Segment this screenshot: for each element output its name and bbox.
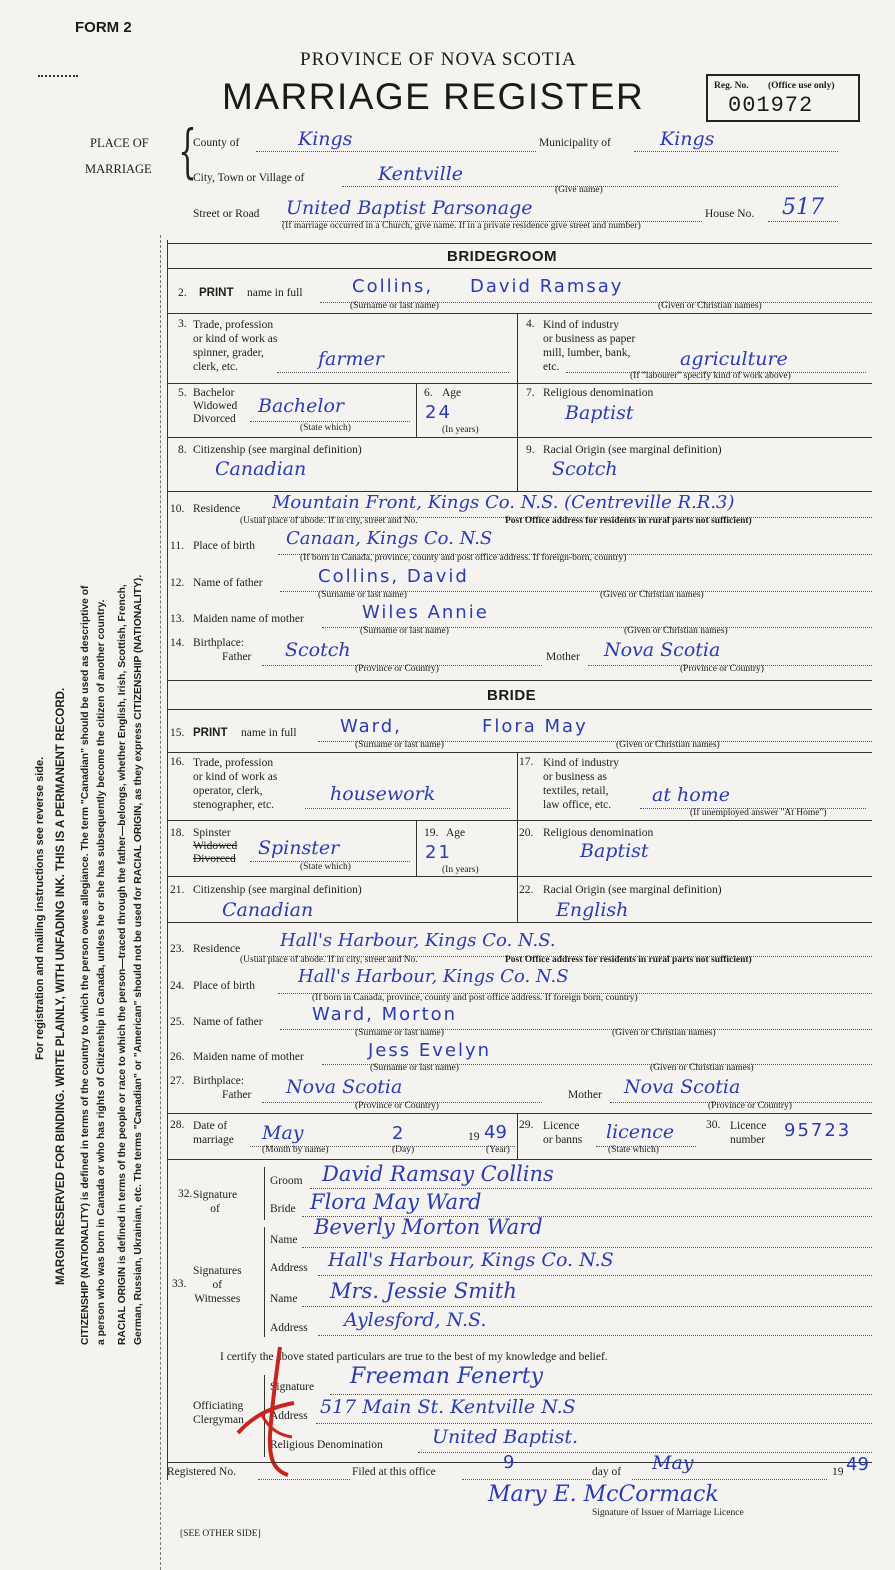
- f11-num: 11.: [170, 540, 184, 552]
- f16-label: [193, 756, 277, 812]
- w2-name-label: Name: [270, 1293, 298, 1305]
- rule: [167, 820, 872, 821]
- place-label-top: PLACE OF: [90, 136, 149, 150]
- groom-surname-note: (Surname or last name): [350, 301, 439, 311]
- groom-signature: David Ramsay Collins: [322, 1162, 554, 1186]
- f3-num: 3.: [178, 318, 187, 330]
- bride-trade: housework: [330, 783, 436, 805]
- clergy-signature: Freeman Fenerty: [350, 1364, 544, 1389]
- form-number: FORM 2: [75, 19, 132, 36]
- bride-surname: Ward,: [340, 716, 402, 737]
- margin-citizenship-def: CITIZENSHIP (NATIONALITY) is defined in terms of the country to which the person owes allegiance. The term "Canadian" should be used as descriptive of: [80, 585, 91, 1345]
- filed-day: 9: [503, 1452, 517, 1473]
- marriage-year: 49: [484, 1122, 507, 1143]
- f24-num: 24.: [170, 980, 185, 992]
- f14-prov-note-mother: (Province or Country): [680, 664, 764, 674]
- bride-mother: Jess Evelyn: [368, 1040, 492, 1061]
- f21-num: 21.: [170, 884, 185, 896]
- f32-num: 32.: [178, 1188, 193, 1200]
- f10-note-b: Post Office address for residents in rural parts not sufficient): [505, 516, 752, 526]
- f7-label: Religious denomination: [543, 387, 654, 399]
- f8-label: Citizenship (see marginal definition): [193, 444, 362, 456]
- county-label: County of: [193, 137, 240, 149]
- f28-label: [193, 1119, 234, 1147]
- f30-label-line: number: [730, 1134, 766, 1146]
- rule: [167, 268, 872, 269]
- see-other-side: [SEE OTHER SIDE]: [180, 1529, 261, 1539]
- f3-label-line: spinner, grader,: [193, 347, 264, 359]
- groom-mother-birthplace: Nova Scotia: [604, 639, 721, 661]
- f9-label: Racial Origin (see marginal definition): [543, 444, 722, 456]
- margin-racial-def-2: German, Russian, Ukrainian, etc. The terms "Canadian" or "American" should not be used for RACIAL ORIGIN, as they express CITIZENSHIP (NATIONALITY).: [133, 574, 144, 1345]
- bride-sig-label: Bride: [270, 1203, 296, 1215]
- f18-label: [193, 827, 237, 866]
- w2-address-label: Address: [270, 1322, 308, 1334]
- f17-label-line: Kind of industry: [543, 757, 620, 769]
- rule: [302, 1306, 872, 1307]
- city-note: (Give name): [555, 185, 603, 195]
- f27-prov-note-father: (Province or Country): [355, 1101, 439, 1111]
- f2-print: PRINT: [199, 287, 234, 299]
- f4-label-line: mill, lumber, bank,: [543, 347, 631, 359]
- f20-num: 20.: [519, 827, 534, 839]
- licence-number: 95723: [784, 1120, 852, 1141]
- f33-num: 33.: [172, 1278, 187, 1290]
- f13-given-note: (Given or Christian names): [624, 626, 728, 636]
- f11-label: Place of birth: [193, 540, 255, 552]
- rule: [462, 1479, 592, 1480]
- street-label: Street or Road: [193, 208, 260, 220]
- margin-instructions: For registration and mailing instructions see reverse side.: [34, 756, 46, 1060]
- bride-citizenship: Canadian: [222, 899, 314, 921]
- clergy-address-label: Address: [270, 1410, 308, 1422]
- rule: [517, 876, 518, 922]
- rule: [167, 922, 872, 923]
- clergy-label-line: Clergyman: [193, 1414, 244, 1426]
- rule: [167, 1113, 872, 1114]
- marriage-year-prefix: 19: [468, 1131, 480, 1143]
- f12-surname-note: (Surname or last name): [318, 590, 407, 600]
- f3-label-line: clerk, etc.: [193, 361, 239, 373]
- f26-given-note: (Given or Christian names): [650, 1063, 754, 1073]
- clergy-label-line: Officiating: [193, 1400, 244, 1412]
- municipality-value: Kings: [660, 128, 715, 150]
- margin-racial-def: RACIAL ORIGIN is defined in terms of the people or race to which the person—traced through the father—belongs, whether English, Irish, Scottish, French,: [117, 584, 128, 1345]
- f29-num: 29.: [519, 1119, 534, 1131]
- rule: [416, 383, 417, 437]
- f6-note: (In years): [442, 425, 479, 435]
- f26-label: Maiden name of mother: [193, 1051, 304, 1063]
- witness1-name: Beverly Morton Ward: [314, 1215, 543, 1239]
- f19-label: Age: [446, 827, 466, 839]
- marriage-day: 2: [392, 1123, 406, 1144]
- f27-num: 27.: [170, 1075, 185, 1087]
- rule: [167, 709, 872, 710]
- f16-num: 16.: [170, 756, 185, 768]
- street-value: United Baptist Parsonage: [286, 197, 533, 219]
- f14-prov-note-father: (Province or Country): [355, 664, 439, 674]
- rule: [167, 383, 872, 384]
- f16-label-line: or kind of work as: [193, 771, 278, 783]
- f19-num: 19.: [424, 827, 439, 839]
- f5-label-line: Widowed: [193, 400, 238, 412]
- reg-office-note: (Office use only): [768, 81, 835, 91]
- f27-mother-label: Mother: [568, 1089, 602, 1101]
- groom-trade: farmer: [318, 348, 384, 370]
- f13-surname-note: (Surname or last name): [360, 626, 449, 636]
- clergy-address: 517 Main St. Kentville N.S: [320, 1396, 576, 1418]
- rule: [264, 1167, 265, 1220]
- bride-status: Spinster: [258, 837, 340, 859]
- rule: [330, 1394, 872, 1395]
- f32-label-line: Signature: [193, 1189, 238, 1201]
- bride-signature: Flora May Ward: [310, 1190, 482, 1214]
- rule: [305, 808, 510, 809]
- rule: [517, 752, 518, 820]
- f24-label: Place of birth: [193, 980, 255, 992]
- f7-num: 7.: [526, 387, 535, 399]
- clergy-denomination-label: Religious Denomination: [270, 1439, 383, 1451]
- groom-father-birthplace: Scotch: [285, 639, 351, 661]
- rule: [318, 1275, 872, 1276]
- f5-note: (State which): [300, 423, 351, 433]
- f5-label: [193, 387, 237, 426]
- groom-birthplace: Canaan, Kings Co. N.S: [286, 528, 493, 549]
- county-value: Kings: [298, 128, 353, 150]
- rule: [318, 1335, 872, 1336]
- bride-heading: BRIDE: [487, 687, 537, 704]
- bride-age: 21: [425, 842, 452, 863]
- rule: [517, 383, 518, 437]
- licence-note: (State which): [608, 1145, 659, 1155]
- f4-label-line: etc.: [543, 361, 560, 373]
- f33-label-line: Signatures: [193, 1265, 242, 1277]
- f30-label: [730, 1119, 766, 1147]
- f3-label-line: Trade, profession: [193, 319, 274, 331]
- bride-mother-birthplace: Nova Scotia: [624, 1076, 741, 1098]
- f9-num: 9.: [526, 444, 535, 456]
- f12-label: Name of father: [193, 577, 263, 589]
- f32-label-line: of: [210, 1203, 220, 1215]
- f12-num: 12.: [170, 577, 185, 589]
- reg-no-label: Reg. No.: [714, 81, 749, 91]
- rule: [517, 437, 518, 491]
- f26-surname-note: (Surname or last name): [370, 1063, 459, 1073]
- rule: [167, 876, 872, 877]
- place-label-bottom: MARRIAGE: [85, 162, 152, 176]
- rule: [258, 1479, 350, 1480]
- f14-label: Birthplace:: [193, 637, 245, 649]
- f16-label-line: Trade, profession: [193, 757, 274, 769]
- groom-father: Collins, David: [318, 566, 469, 587]
- w1-name-label: Name: [270, 1234, 298, 1246]
- f15-num: 15.: [170, 727, 185, 739]
- rule: [517, 1113, 518, 1159]
- f4-label-line: or business as paper: [543, 333, 636, 345]
- binding-line: [160, 235, 161, 1570]
- f4-num: 4.: [526, 318, 535, 330]
- f25-given-note: (Given or Christian names): [612, 1028, 716, 1038]
- filed-month: May: [652, 1452, 694, 1474]
- margin-citizenship-def-2: a person who was born in Canada or who has rights of Citizenship in Canada, unless he or she has subsequently become the citizen of another country.: [96, 599, 107, 1345]
- f25-label: Name of father: [193, 1016, 263, 1028]
- bride-given-note: (Given or Christian names): [616, 740, 720, 750]
- f26-num: 26.: [170, 1051, 185, 1063]
- bride-birthplace: Hall's Harbour, Kings Co. N.S: [298, 966, 569, 987]
- f27-father-label: Father: [222, 1089, 252, 1101]
- f20-label: Religious denomination: [543, 827, 654, 839]
- f14-father-label: Father: [222, 651, 252, 663]
- groom-sig-label: Groom: [270, 1175, 303, 1187]
- f16-label-line: stenographer, etc.: [193, 799, 274, 811]
- day-of-label: day of: [592, 1466, 622, 1478]
- filed-year-prefix: 19: [832, 1466, 844, 1478]
- f14-mother-label: Mother: [546, 651, 580, 663]
- city-value: Kentville: [378, 163, 464, 185]
- f29-label: [543, 1119, 582, 1147]
- f30-num: 30.: [706, 1119, 721, 1131]
- f17-num: 17.: [519, 756, 534, 768]
- f21-label: Citizenship (see marginal definition): [193, 884, 362, 896]
- house-value: 517: [782, 195, 824, 220]
- f22-num: 22.: [519, 884, 534, 896]
- rule: [167, 313, 872, 314]
- margin-binding-note: MARGIN RESERVED FOR BINDING. WRITE PLAINLY, WITH UNFADING INK. THIS IS A PERMANENT RECORD.: [55, 687, 67, 1285]
- f33-label-line: Witnesses: [194, 1293, 241, 1305]
- f28-label-line: marriage: [193, 1134, 234, 1146]
- month-note: (Month by name): [262, 1145, 329, 1155]
- f22-label: Racial Origin (see marginal definition): [543, 884, 722, 896]
- groom-mother: Wiles Annie: [362, 602, 489, 623]
- groom-status: Bachelor: [258, 395, 345, 417]
- f25-surname-note: (Surname or last name): [355, 1028, 444, 1038]
- street-note: (If marriage occurred in a Church, give name. If in a private residence give street and number): [282, 221, 641, 231]
- f23-note-a: (Usual place of abode. If in city, street and No.: [240, 955, 418, 965]
- house-label: House No.: [705, 208, 755, 220]
- groom-citizenship: Canadian: [215, 458, 307, 480]
- rule: [517, 313, 518, 383]
- f23-num: 23.: [170, 943, 185, 955]
- registered-no-label: Registered No.: [167, 1466, 236, 1478]
- f23-label: Residence: [193, 943, 241, 955]
- f2-label: name in full: [247, 287, 303, 299]
- f27-prov-note-mother: (Province or Country): [708, 1101, 792, 1111]
- groom-racial-origin: Scotch: [552, 458, 618, 480]
- issuer-signature: Mary E. McCormack: [488, 1482, 719, 1507]
- witness2-address: Aylesford, N.S.: [344, 1309, 487, 1331]
- f32-label: [193, 1188, 237, 1216]
- f10-num: 10.: [170, 503, 185, 515]
- filed-label: Filed at this office: [352, 1466, 436, 1478]
- f2-num: 2.: [178, 287, 187, 299]
- groom-given-note: (Given or Christian names): [658, 301, 762, 311]
- rule: [416, 820, 417, 876]
- rule: [632, 1479, 827, 1480]
- f13-label: Maiden name of mother: [193, 613, 304, 625]
- witness2-name: Mrs. Jessie Smith: [330, 1279, 517, 1303]
- f15-print: PRINT: [193, 727, 228, 739]
- f13-num: 13.: [170, 613, 185, 625]
- issuer-note: Signature of Issuer of Marriage Licence: [592, 1508, 744, 1518]
- reg-number: 001972: [728, 93, 814, 118]
- f10-note-a: (Usual place of abode. If in city, street and No.: [240, 516, 418, 526]
- f10-label: Residence: [193, 503, 241, 515]
- f4-label-line: Kind of industry: [543, 319, 620, 331]
- municipality-label: Municipality of: [539, 137, 611, 149]
- page-title: MARRIAGE REGISTER: [222, 76, 645, 117]
- rule: [277, 372, 509, 373]
- f12-given-note: (Given or Christian names): [600, 590, 704, 600]
- f24-note: (If born in Canada, province, county and post office address. If foreign born, country): [312, 993, 638, 1003]
- witness1-address: Hall's Harbour, Kings Co. N.S: [328, 1249, 614, 1271]
- f18-label-line: Divorced: [193, 853, 236, 865]
- rule: [316, 1423, 872, 1424]
- clergy-signature-label: Signature: [270, 1381, 315, 1393]
- house-line: [768, 221, 838, 222]
- f18-num: 18.: [170, 827, 185, 839]
- bride-given-names: Flora May: [482, 716, 588, 737]
- rule: [167, 1159, 872, 1160]
- rule: [310, 1188, 872, 1189]
- f6-num: 6.: [424, 387, 433, 399]
- groom-industry: agriculture: [680, 348, 788, 370]
- bride-father-birthplace: Nova Scotia: [286, 1076, 403, 1098]
- bride-racial-origin: English: [556, 899, 629, 921]
- f29-label-line: or banns: [543, 1134, 583, 1146]
- f19-note: (In years): [442, 865, 479, 875]
- f27-label: Birthplace:: [193, 1075, 245, 1087]
- day-note: (Day): [392, 1145, 415, 1155]
- red-check-mark: [232, 1345, 302, 1480]
- rule: [517, 820, 518, 876]
- f28-label-line: Date of: [193, 1120, 228, 1132]
- f8-num: 8.: [178, 444, 187, 456]
- clergy-denomination: United Baptist.: [432, 1426, 578, 1448]
- rule: [167, 437, 872, 438]
- groom-given-names: David Ramsay: [470, 276, 624, 297]
- f17-label: [543, 756, 619, 812]
- f5-label-line: Bachelor: [193, 387, 235, 399]
- f17-label-line: or business as: [543, 771, 607, 783]
- f15-label: name in full: [241, 727, 297, 739]
- certification-text: I certify the above stated particulars are true to the best of my knowledge and belief.: [220, 1351, 608, 1363]
- place-brace: {: [178, 117, 197, 185]
- f23-note-b: Post Office address for residents in rural parts not sufficient): [505, 955, 752, 965]
- municipality-line: [634, 151, 838, 152]
- rule: [250, 421, 410, 422]
- rule: [418, 1452, 872, 1453]
- bride-surname-note: (Surname or last name): [355, 740, 444, 750]
- bride-father: Ward, Morton: [312, 1004, 458, 1025]
- county-line: [256, 151, 536, 152]
- f25-num: 25.: [170, 1016, 185, 1028]
- groom-residence: Mountain Front, Kings Co. N.S. (Centreville R.R.3): [272, 492, 735, 513]
- f18-note: (State which): [300, 862, 351, 872]
- bride-industry: at home: [652, 784, 730, 806]
- form-left-border: [167, 240, 168, 1480]
- f33-label-line: of: [212, 1279, 223, 1291]
- groom-age: 24: [425, 402, 452, 423]
- f17-label-line: law office, etc.: [543, 799, 612, 811]
- filed-year: 49: [846, 1454, 869, 1475]
- f14-num: 14.: [170, 637, 185, 649]
- bride-residence: Hall's Harbour, Kings Co. N.S.: [280, 930, 556, 951]
- groom-surname: Collins,: [352, 276, 434, 297]
- f4-note: (If "labourer" specify kind of work above): [630, 371, 791, 381]
- rule: [264, 1227, 265, 1337]
- f17-label-line: textiles, retail,: [543, 785, 609, 797]
- f3-label: [193, 318, 277, 374]
- licence-type: licence: [606, 1121, 675, 1143]
- rule: [302, 1247, 872, 1248]
- province-heading: PROVINCE OF NOVA SCOTIA: [300, 49, 577, 70]
- marriage-month: May: [262, 1122, 304, 1144]
- f16-label-line: operator, clerk,: [193, 785, 263, 797]
- rule: [167, 1462, 872, 1463]
- f4-label: [543, 318, 635, 374]
- f18-label-line: Spinster: [193, 827, 231, 839]
- rule: [167, 752, 872, 753]
- w1-address-label: Address: [270, 1262, 308, 1274]
- f18-label-line: Widowed: [193, 840, 238, 852]
- year-note: (Year): [486, 1145, 510, 1155]
- f11-note: (If born in Canada, province, county and post office address. If foreign-born, country): [300, 553, 627, 563]
- rule: [167, 680, 872, 681]
- f29-label-line: Licence: [543, 1120, 580, 1132]
- rule: [167, 243, 872, 244]
- f30-label-line: Licence: [730, 1120, 767, 1132]
- f33-label: [193, 1264, 242, 1306]
- margin-mark: [38, 75, 78, 77]
- f6-label: Age: [442, 387, 462, 399]
- bride-religion: Baptist: [580, 840, 649, 862]
- f5-num: 5.: [178, 387, 187, 399]
- groom-religion: Baptist: [565, 402, 634, 424]
- f28-num: 28.: [170, 1119, 185, 1131]
- city-label: City, Town or Village of: [193, 172, 305, 184]
- bridegroom-heading: BRIDEGROOM: [447, 248, 557, 265]
- f5-label-line: Divorced: [193, 413, 236, 425]
- f3-label-line: or kind of work as: [193, 333, 278, 345]
- f17-note: (If unemployed answer "At Home"): [690, 808, 827, 818]
